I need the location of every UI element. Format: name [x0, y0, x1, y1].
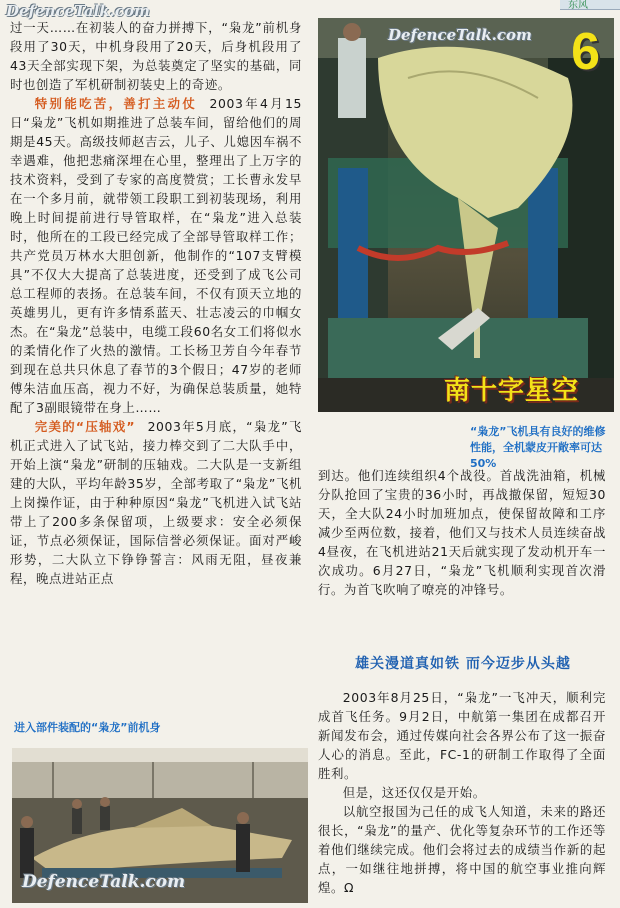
paragraph-continued: 到达。他们连续组织4个战役。首战洗油箱，机械分队抢回了宝贵的36小时，再战撤保留，短短30天，全大队24小时加班加点，使保留故障和工序减少至两位数，接着，他们又与技术人员连续奋战4昼夜，在飞机进站21天后就实现了发动机开车一次成功。6月27日，“枭龙”飞机顺利实现首次滑行。为首飞吹响了嘹亮的冲锋号。 — [318, 468, 606, 597]
right-column-continuation — [318, 466, 606, 599]
left-column — [10, 18, 302, 588]
photo-top — [318, 18, 614, 412]
paragraph-2 — [10, 94, 302, 417]
paragraph-6: 以航空报国为己任的成飞人知道，未来的路还很长，“枭龙”的量产、优化等复杂环节的工作还等着他们继续完成。他们会将过去的成绩当作新的起点，一如继往地拼搏，将中国的航空事业推向辉煌。Ω — [318, 804, 606, 895]
photo-bottom-caption: 进入部件装配的“枭龙”前机身 — [14, 721, 161, 734]
paragraph-3 — [10, 417, 302, 588]
paragraph-4: 2003年8月25日，“枭龙”一飞冲天，顺利完成首飞任务。9月2日，中航第一集团在成都召开新闻发布会，通过传媒向社会各界公布了这一振奋人心的消息。至此，FC-1的研制工作取得了全面胜利。 — [318, 690, 606, 781]
right-column-end — [318, 688, 606, 897]
watermark-text: DefenceTalk.com — [6, 2, 150, 20]
paragraph-1: 过一天……在初装人的奋力拼搏下，“枭龙”前机身段用了30天，中机身段用了20天，后身机段用了43天全部实现下架，为总装奠定了坚实的基础，同时也创造了军机研制初装史上的奇迹。 — [10, 20, 302, 92]
photo-top-watermark: DefenceTalk.com — [388, 26, 532, 44]
paragraph-5: 但是，这还仅仅是开始。 — [342, 785, 486, 800]
section-heading-4: 雄关漫道真如铁 而今迈步从头越 — [355, 656, 571, 672]
corner-tab — [560, 0, 620, 10]
section-heading-3: 完美的“压轴戏” — [34, 419, 136, 434]
section-heading-bar — [318, 650, 608, 678]
photo-number: 6 — [571, 23, 600, 81]
photo-overlay-text: 南十字星空 — [444, 376, 580, 406]
photo-top-caption: “枭龙”飞机具有良好的维修性能，全机蒙皮开敞率可达50% — [470, 425, 606, 470]
photo-bottom — [12, 748, 308, 903]
aircraft-nose-illustration — [318, 18, 614, 412]
corner-tab-label: 东风 — [568, 0, 588, 11]
photo-bottom-watermark: DefenceTalk.com — [22, 872, 186, 892]
paragraph-3-text: 2003年5月底，“枭龙”飞机正式进入了试飞站，接力棒交到了二大队手中，开始上演“枭龙”研制的压轴戏。二大队是一支新组建的大队，平均年龄35岁，全部考取了“枭龙”飞机上岗操作证，由于种种原因“枭龙”飞机进入试飞站带上了200多条保留项，上级要求：安全必须保证，节点必须保证，国际信誉必须保证。面对严峻形势，二大队立下铮铮誓言：风雨无阻，昼夜兼程，晚点进站正点 — [10, 419, 303, 586]
section-heading-2: 特别能吃苦，善打主动仗 — [34, 96, 198, 111]
paragraph-2-text: 2003年4月15日“枭龙”飞机如期推进了总装车间，留给他们的周期是45天。高级技师赵吉云，儿子、儿媳因车祸不幸遇难，他把悲痛深埋在心里，整理出了上万字的技术资料，受到了专家的高度赞赏；工长曹永发早在一个多月前，就带领工段职工到初装现场，利用晚上时间提前进行导管取样，在“枭龙”进入总装时，他所在的工段已经完成了全部导管取样工作；共产党员万林水大胆创新，他制作的“107支臂模具”不仅大大提高了总装进度，还受到了成飞公司总工程师的表扬。在总装车间，不仅有顶天立地的英雄男儿，更有许多情系蓝天、壮志凌云的巾帼女杰。在“枭龙”总装中，电缆工段60名女工们将似水的柔情化作了火热的激情。工长杨卫芳自今年春节到现在总共只休息了春节的3个假日；47岁的老师傅朱洁血压高，视力不好，为确保总装质量，她特配了3副眼镜带在身上…… — [10, 96, 302, 415]
